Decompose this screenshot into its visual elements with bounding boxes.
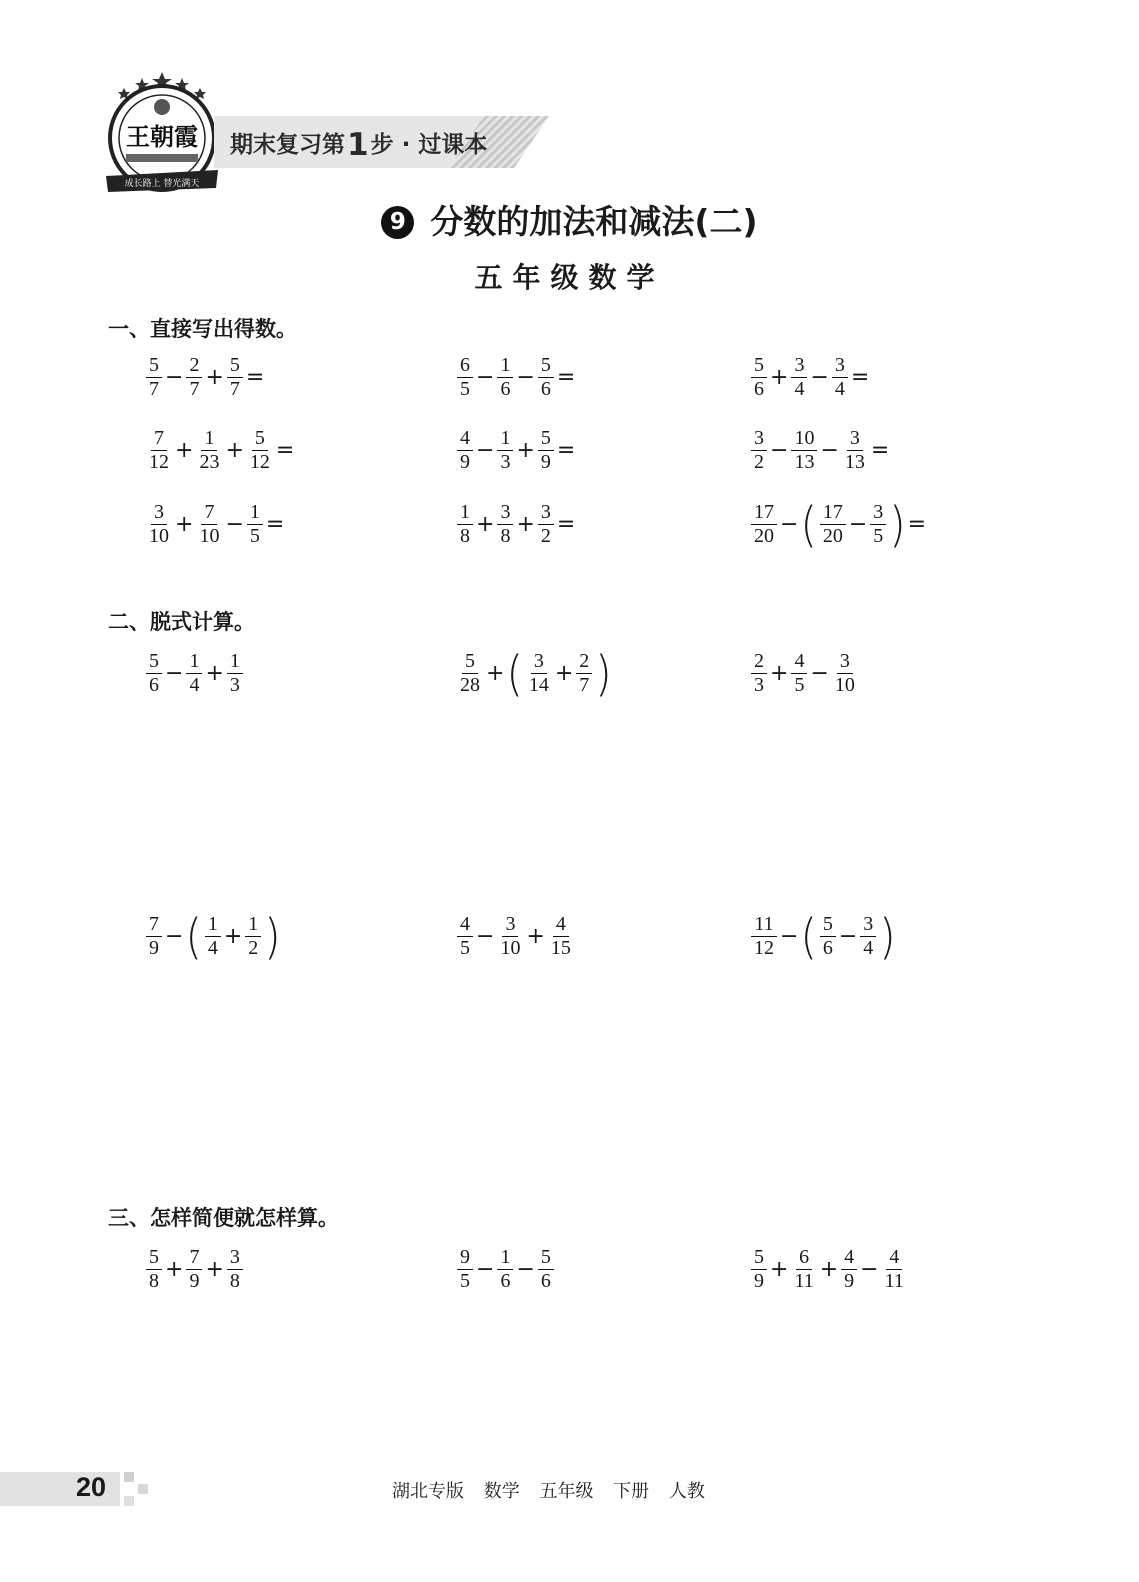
fraction — [497, 354, 513, 401]
denominator: 3 — [754, 674, 764, 696]
denominator: 10 — [500, 937, 521, 959]
numerator: 3 — [538, 501, 554, 525]
math-expression — [144, 501, 285, 548]
fraction — [146, 1246, 162, 1293]
fraction — [457, 650, 483, 697]
numerator: 3 — [847, 427, 863, 451]
fraction — [245, 913, 261, 960]
denominator: 20 — [754, 525, 774, 547]
denominator: 28 — [460, 674, 480, 696]
denominator: 7 — [229, 378, 240, 400]
denominator: 8 — [229, 1270, 240, 1292]
operator: − — [225, 512, 244, 537]
lesson-number-badge: 9 — [381, 206, 414, 239]
numerator: 9 — [457, 1246, 473, 1270]
denominator: 6 — [500, 378, 511, 400]
fraction — [751, 913, 777, 960]
numerator: 4 — [791, 650, 807, 674]
operator: + — [205, 365, 224, 390]
banner-title — [230, 126, 487, 163]
math-expression — [455, 501, 576, 548]
operator: − — [770, 438, 789, 463]
fraction — [186, 650, 202, 697]
svg-text:成长路上 替光满天: 成长路上 替光满天 — [124, 179, 200, 189]
numerator: 4 — [553, 913, 569, 937]
numerator: 3 — [497, 501, 513, 525]
denominator: 8 — [460, 525, 470, 547]
denominator: 11 — [794, 1270, 814, 1292]
denominator: 2 — [540, 525, 551, 547]
parenthesis: ) — [879, 907, 896, 965]
math-expression — [455, 354, 576, 401]
banner-suffix: 步 · 过课本 — [370, 132, 488, 158]
fraction — [791, 1246, 816, 1293]
math-expression — [749, 495, 927, 553]
operator: + — [526, 924, 545, 949]
denominator: 4 — [863, 937, 874, 959]
fraction — [751, 501, 777, 548]
operator: + — [175, 438, 194, 463]
math-expression — [144, 354, 265, 401]
numerator: 3 — [751, 427, 767, 451]
fraction — [196, 501, 222, 548]
numerator: 5 — [227, 354, 243, 378]
numerator: 1 — [186, 650, 202, 674]
fraction — [870, 501, 886, 548]
denominator: 5 — [794, 674, 805, 696]
fraction — [247, 427, 273, 474]
operator: − — [810, 365, 829, 390]
numerator: 3 — [227, 1246, 243, 1270]
denominator: 6 — [500, 1270, 511, 1292]
denominator: 5 — [249, 525, 260, 547]
numerator: 5 — [751, 1246, 767, 1270]
numerator: 3 — [870, 501, 886, 525]
denominator: 8 — [149, 1270, 159, 1292]
operator: − — [516, 1257, 535, 1282]
numerator: 7 — [201, 501, 217, 525]
numerator: 3 — [502, 913, 518, 937]
fraction — [548, 913, 574, 960]
fraction — [457, 501, 473, 548]
denominator: 14 — [528, 674, 549, 696]
numerator: 4 — [841, 1246, 857, 1270]
operator: − — [810, 661, 829, 686]
math-expression — [144, 427, 295, 474]
operator: − — [780, 924, 799, 949]
numerator: 2 — [576, 650, 592, 674]
denominator: 2 — [248, 937, 259, 959]
math-expression — [455, 427, 576, 474]
denominator: 11 — [884, 1270, 904, 1292]
numerator: 3 — [531, 650, 547, 674]
fraction — [146, 650, 162, 697]
numerator: 4 — [457, 913, 473, 937]
parenthesis: ) — [264, 907, 281, 965]
denominator: 4 — [207, 937, 218, 959]
banner-step: 1 — [347, 127, 369, 163]
fraction — [205, 913, 221, 960]
fraction — [791, 427, 817, 474]
parenthesis: ( — [185, 907, 202, 965]
numerator: 6 — [457, 354, 473, 378]
operator: − — [476, 365, 495, 390]
fraction — [497, 501, 513, 548]
denominator: 9 — [460, 451, 470, 473]
fraction — [751, 427, 767, 474]
operator: − — [780, 512, 799, 537]
fraction — [791, 354, 807, 401]
fraction — [146, 427, 172, 474]
lesson-title-text: 分数的加法和减法(二) — [430, 202, 758, 241]
numerator: 5 — [146, 354, 162, 378]
numerator: 1 — [205, 913, 221, 937]
fraction — [841, 1246, 857, 1293]
fraction — [751, 1246, 767, 1293]
section-1-heading: 一、直接写出得数。 — [108, 317, 297, 341]
operator: − — [848, 512, 868, 537]
denominator: 3 — [229, 674, 240, 696]
denominator: 5 — [460, 937, 470, 959]
fraction — [186, 1246, 202, 1293]
parenthesis: ) — [889, 495, 906, 553]
operator: + — [205, 661, 224, 686]
operator: = — [245, 365, 265, 390]
denominator: 9 — [149, 937, 159, 959]
operator: + — [516, 512, 535, 537]
fraction — [820, 501, 846, 548]
numerator: 4 — [457, 427, 473, 451]
fraction — [860, 913, 876, 960]
footer-info: 湖北专版 数学 五年级 下册 人教 — [392, 1481, 705, 1502]
numerator: 5 — [538, 427, 554, 451]
math-expression — [749, 650, 860, 697]
operator: + — [175, 512, 194, 537]
numerator: 1 — [497, 427, 513, 451]
operator: = — [556, 512, 576, 537]
fraction — [576, 650, 592, 697]
denominator: 7 — [189, 378, 200, 400]
denominator: 13 — [844, 451, 865, 473]
operator: = — [556, 365, 576, 390]
operator: + — [476, 512, 495, 537]
numerator: 7 — [151, 427, 167, 451]
numerator: 1 — [227, 650, 243, 674]
math-expression — [749, 1246, 909, 1293]
numerator: 6 — [796, 1246, 812, 1270]
operator: = — [870, 438, 890, 463]
numerator: 4 — [886, 1246, 902, 1270]
denominator: 7 — [579, 674, 590, 696]
fraction — [186, 354, 202, 401]
math-expression — [144, 907, 282, 965]
math-expression — [749, 354, 870, 401]
operator: + — [516, 438, 535, 463]
operator: − — [476, 1257, 495, 1282]
numerator: 7 — [146, 913, 162, 937]
denominator: 4 — [834, 378, 845, 400]
numerator: 1 — [457, 501, 473, 525]
fraction — [832, 650, 858, 697]
fraction — [227, 650, 243, 697]
numerator: 3 — [151, 501, 167, 525]
denominator: 8 — [500, 525, 511, 547]
numerator: 5 — [538, 1246, 554, 1270]
denominator: 6 — [754, 378, 764, 400]
operator: − — [476, 438, 495, 463]
fraction — [457, 913, 473, 960]
operator: + — [223, 924, 243, 949]
parenthesis: ) — [595, 644, 612, 702]
fraction — [832, 354, 848, 401]
fraction — [227, 354, 243, 401]
denominator: 9 — [754, 1270, 764, 1292]
fraction — [751, 650, 767, 697]
denominator: 10 — [834, 674, 855, 696]
operator: + — [819, 1257, 839, 1282]
denominator: 5 — [460, 378, 470, 400]
denominator: 9 — [844, 1270, 855, 1292]
denominator: 15 — [550, 937, 571, 959]
operator: + — [770, 1257, 789, 1282]
numerator: 17 — [751, 501, 777, 525]
fraction — [227, 1246, 243, 1293]
banner-prefix: 期末复习第 — [230, 132, 345, 158]
fraction — [146, 354, 162, 401]
operator: − — [860, 1257, 879, 1282]
numerator: 10 — [791, 427, 817, 451]
fraction — [497, 1246, 513, 1293]
operator: + — [225, 438, 244, 463]
fraction — [146, 501, 172, 548]
operator: + — [205, 1257, 224, 1282]
denominator: 6 — [540, 1270, 551, 1292]
operator: = — [850, 365, 870, 390]
operator: − — [165, 661, 184, 686]
operator: = — [907, 512, 927, 537]
parenthesis: ( — [800, 907, 817, 965]
lesson-title — [0, 196, 1139, 243]
numerator: 5 — [462, 650, 478, 674]
fraction — [146, 913, 162, 960]
operator: + — [554, 661, 574, 686]
denominator: 4 — [794, 378, 805, 400]
page-subtitle: 五年级数学 — [474, 261, 665, 294]
fraction — [196, 427, 222, 474]
section-3-heading: 三、怎样简便就怎样算。 — [108, 1206, 339, 1230]
numerator: 7 — [186, 1246, 202, 1270]
numerator: 3 — [837, 650, 853, 674]
operator: + — [486, 661, 505, 686]
operator: − — [516, 365, 535, 390]
denominator: 9 — [540, 451, 551, 473]
fraction — [526, 650, 552, 697]
operator: − — [838, 924, 858, 949]
numerator: 5 — [538, 354, 554, 378]
numerator: 5 — [820, 913, 836, 937]
numerator: 11 — [751, 913, 776, 937]
fraction — [538, 1246, 554, 1293]
denominator: 9 — [189, 1270, 200, 1292]
fraction — [842, 427, 868, 474]
operator: + — [770, 661, 789, 686]
page-number: 20 — [76, 1472, 107, 1502]
denominator: 10 — [149, 525, 169, 547]
denominator: 7 — [149, 378, 159, 400]
section-2-heading: 二、脱式计算。 — [108, 610, 255, 634]
parenthesis: ( — [506, 644, 523, 702]
denominator: 6 — [822, 937, 833, 959]
denominator: 20 — [822, 525, 843, 547]
operator: − — [476, 924, 495, 949]
operator: = — [556, 438, 576, 463]
wangzhaoxia-logo — [104, 72, 220, 200]
denominator: 23 — [199, 451, 220, 473]
fraction — [247, 501, 263, 548]
math-expression — [749, 427, 890, 474]
numerator: 1 — [245, 913, 261, 937]
fraction — [791, 650, 807, 697]
fraction — [497, 427, 513, 474]
operator: + — [770, 365, 789, 390]
denominator: 13 — [794, 451, 815, 473]
operator: − — [820, 438, 839, 463]
denominator: 12 — [754, 937, 774, 959]
numerator: 5 — [146, 1246, 162, 1270]
denominator: 10 — [199, 525, 220, 547]
fraction — [538, 427, 554, 474]
operator: = — [265, 512, 285, 537]
denominator: 12 — [149, 451, 169, 473]
numerator: 3 — [860, 913, 876, 937]
fraction — [538, 354, 554, 401]
numerator: 1 — [497, 354, 513, 378]
denominator: 2 — [754, 451, 764, 473]
parenthesis: ( — [800, 495, 817, 553]
math-expression — [749, 907, 897, 965]
numerator: 5 — [146, 650, 162, 674]
denominator: 6 — [149, 674, 159, 696]
math-expression — [455, 644, 613, 702]
fraction — [538, 501, 554, 548]
fraction — [457, 427, 473, 474]
operator: − — [165, 365, 184, 390]
denominator: 6 — [540, 378, 551, 400]
denominator: 5 — [873, 525, 884, 547]
numerator: 3 — [791, 354, 807, 378]
numerator: 3 — [832, 354, 848, 378]
fraction — [820, 913, 836, 960]
math-expression — [144, 1246, 245, 1293]
numerator: 5 — [751, 354, 767, 378]
denominator: 3 — [500, 451, 511, 473]
fraction — [882, 1246, 907, 1293]
fraction — [457, 1246, 473, 1293]
math-expression — [455, 913, 576, 960]
denominator: 12 — [249, 451, 270, 473]
denominator: 5 — [460, 1270, 470, 1292]
fraction — [751, 354, 767, 401]
numerator: 2 — [186, 354, 202, 378]
numerator: 1 — [247, 501, 263, 525]
denominator: 4 — [189, 674, 200, 696]
math-expression — [455, 1246, 556, 1293]
numerator: 1 — [201, 427, 217, 451]
numerator: 2 — [751, 650, 767, 674]
operator: = — [275, 438, 295, 463]
operator: − — [165, 924, 184, 949]
numerator: 5 — [252, 427, 268, 451]
numerator: 1 — [497, 1246, 513, 1270]
fraction — [497, 913, 523, 960]
fraction — [457, 354, 473, 401]
operator: + — [165, 1257, 184, 1282]
math-expression — [144, 650, 245, 697]
numerator: 17 — [820, 501, 846, 525]
svg-text:王朝霞: 王朝霞 — [126, 122, 198, 151]
